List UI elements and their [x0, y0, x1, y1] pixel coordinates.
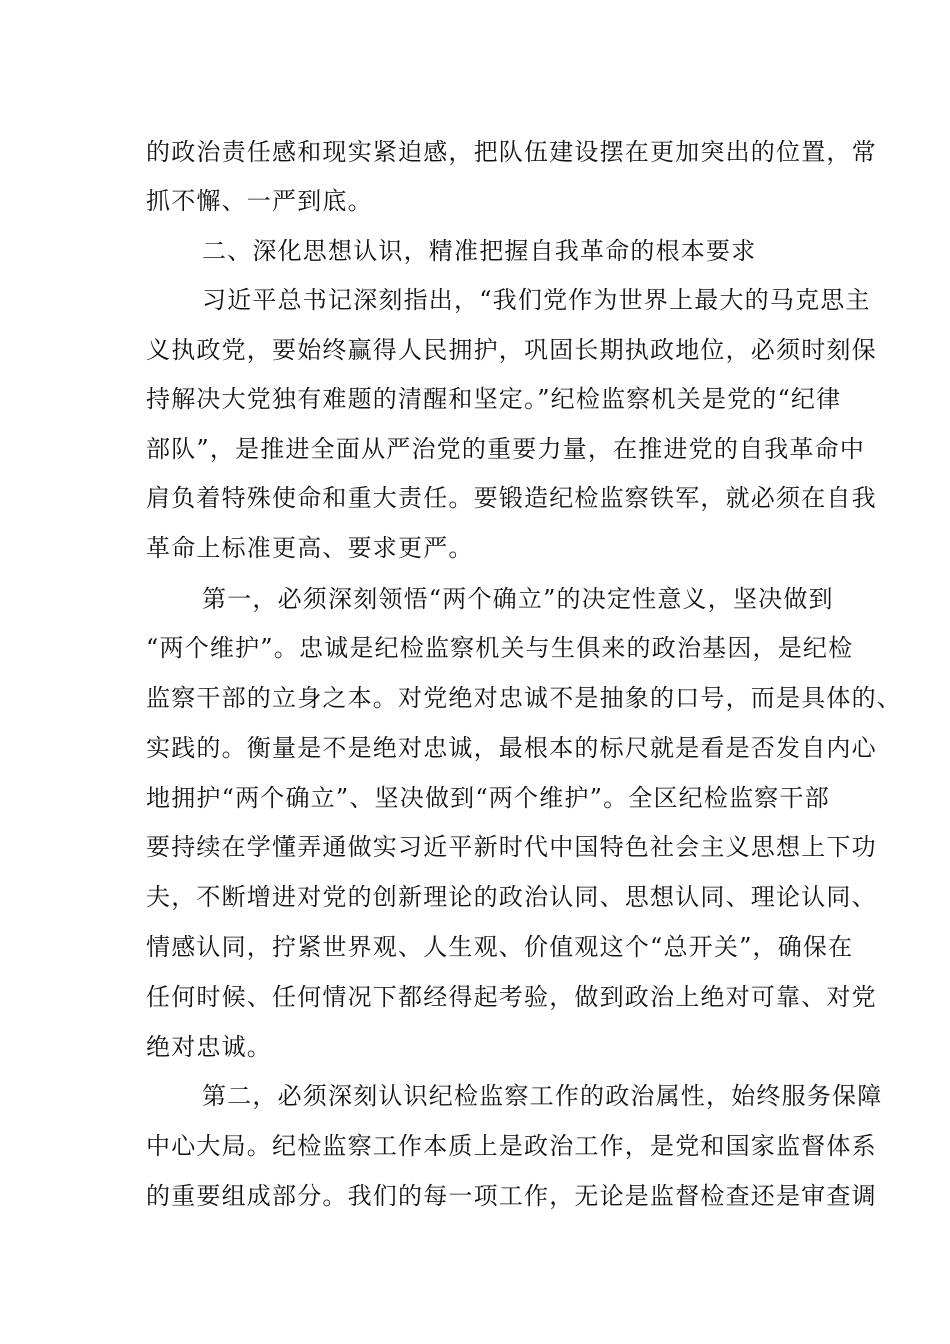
text-line: 情感认同，拧紧世界观、人生观、价值观这个“总开关”，确保在: [146, 933, 854, 961]
text-line: 肩负着特殊使命和重大责任。要锻造纪检监察铁军，就必须在自我: [146, 484, 877, 512]
text-line: 习近平总书记深刻指出，“我们党作为世界上最大的马克思主: [202, 286, 871, 314]
text-line: 要持续在学懂弄通做实习近平新时代中国特色社会主义思想上下功: [146, 833, 877, 861]
text-line: “两个维护”。忠诚是纪检监察机关与生俱来的政治基因，是纪检: [146, 634, 854, 662]
text-line: 革命上标准更高、要求更严。: [146, 534, 474, 562]
text-line: 地拥护“两个确立”、坚决做到“两个维护”。全区纪检监察干部: [146, 784, 830, 812]
text-line: 抓不懈、一严到底。: [146, 187, 373, 215]
text-line: 的重要组成部分。我们的每一项工作，无论是监督检查还是审查调: [146, 1182, 877, 1210]
text-line: 监察干部的立身之本。对党绝对忠诚不是抽象的口号，而是具体的、: [146, 684, 902, 712]
text-line: 夫，不断增进对党的创新理论的政治认同、思想认同、理论认同、: [146, 883, 877, 911]
text-line: 第一，必须深刻领悟“两个确立”的决定性意义，坚决做到: [202, 585, 834, 613]
text-line: 绝对忠诚。: [146, 1033, 272, 1061]
text-line: 第二，必须深刻认识纪检监察工作的政治属性，始终服务保障: [202, 1082, 883, 1110]
text-line: 部队”，是推进全面从严治党的重要力量，在推进党的自我革命中: [146, 435, 866, 463]
section-heading: 二、深化思想认识，精准把握自我革命的根本要求: [202, 237, 757, 265]
text-line: 义执政党，要始终赢得人民拥护，巩固长期执政地位，必须时刻保: [146, 336, 877, 364]
text-line: 中心大局。纪检监察工作本质上是政治工作，是党和国家监督体系: [146, 1132, 877, 1160]
text-line: 实践的。衡量是不是绝对忠诚，最根本的标尺就是看是否发自内心: [146, 734, 877, 762]
text-line: 的政治责任感和现实紧迫感，把队伍建设摆在更加突出的位置，常: [146, 138, 877, 166]
text-line: 任何时候、任何情况下都经得起考验，做到政治上绝对可靠、对党: [146, 983, 877, 1011]
text-line: 持解决大党独有难题的清醒和坚定。”纪检监察机关是党的“纪律: [146, 385, 842, 413]
